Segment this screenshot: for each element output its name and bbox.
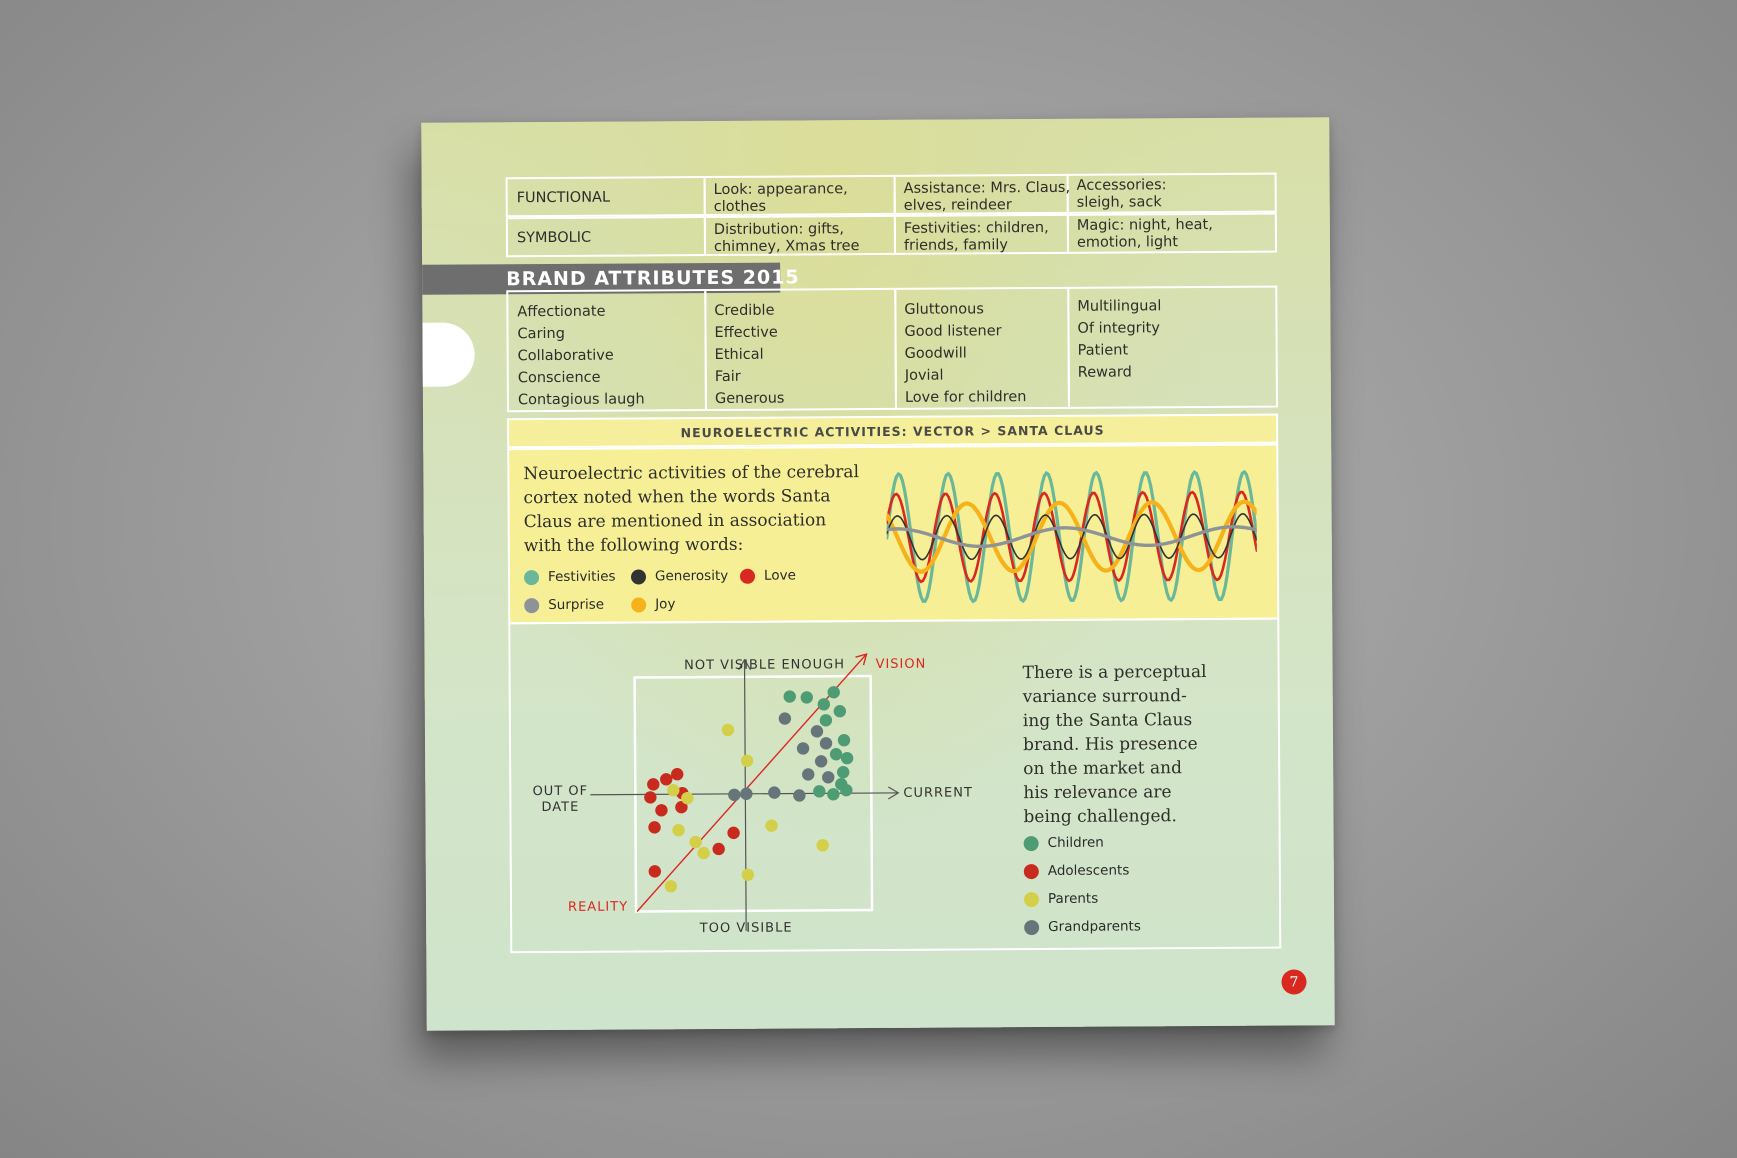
generosity-swatch bbox=[631, 569, 646, 584]
legend-item-children: Children bbox=[1024, 835, 1104, 851]
children-dot bbox=[801, 691, 813, 703]
grandparent-dot bbox=[802, 768, 814, 780]
label-too-visible: TOO VISIBLE bbox=[699, 920, 793, 937]
attributes-column-2: Credible Effective Ethical Fair Generous bbox=[714, 302, 785, 407]
adolescent-dot bbox=[648, 821, 660, 833]
children-dot bbox=[827, 788, 839, 800]
grandparent-dot bbox=[740, 788, 752, 800]
children-dot bbox=[818, 698, 830, 710]
parent-dot bbox=[689, 836, 701, 848]
legend-item-parents: Parents bbox=[1024, 891, 1098, 907]
children-dot bbox=[820, 714, 832, 726]
parents-swatch bbox=[1024, 892, 1039, 907]
grandparent-dot bbox=[822, 771, 834, 783]
children-dot bbox=[784, 690, 796, 702]
label-not-visible-enough: NOT VISIBLE ENOUGH bbox=[684, 657, 846, 674]
love-swatch bbox=[740, 568, 755, 583]
label-reality: REALITY bbox=[567, 899, 629, 915]
children-swatch bbox=[1024, 836, 1039, 851]
surprise-swatch bbox=[524, 598, 539, 613]
neuro-header-band bbox=[507, 414, 1278, 449]
functional-accessories: Accessories: sleigh, sack bbox=[1076, 177, 1167, 211]
joy-swatch bbox=[631, 597, 646, 612]
page-number-badge bbox=[1281, 969, 1306, 994]
symbolic-magic: Magic: night, heat, emotion, light bbox=[1076, 216, 1213, 251]
perception-scatter bbox=[544, 630, 946, 942]
adolescents-swatch bbox=[1024, 864, 1039, 879]
row-label-symbolic: SYMBOLIC bbox=[516, 229, 592, 247]
parent-dot bbox=[722, 724, 734, 736]
parent-dot bbox=[665, 880, 677, 892]
grandparents-swatch bbox=[1024, 920, 1039, 935]
row-label-functional: FUNCTIONAL bbox=[516, 189, 611, 207]
adolescent-dot bbox=[712, 843, 724, 855]
functional-look: Look: appearance, clothes bbox=[713, 181, 848, 215]
page-tab-shape bbox=[422, 322, 474, 386]
grandparent-dot bbox=[811, 725, 823, 737]
neuro-description: Neuroelectric activities of the cerebral cortex noted when the words Santa Claus are mentioned in association with the following words: bbox=[523, 462, 860, 557]
parent-dot bbox=[672, 824, 684, 836]
grandparent-dot bbox=[815, 755, 827, 767]
legend-item-grandparents: Grandparents bbox=[1024, 918, 1141, 935]
parent-dot bbox=[816, 839, 828, 851]
parent-dot bbox=[681, 792, 693, 804]
parent-dot bbox=[697, 847, 709, 859]
neuro-wave-chart bbox=[886, 463, 1257, 611]
legend-item-love: Love bbox=[740, 568, 796, 584]
grandparent-dot bbox=[779, 712, 791, 724]
label-vision: VISION bbox=[875, 656, 927, 673]
parent-dot bbox=[765, 819, 777, 831]
brand-attributes-title: BRAND ATTRIBUTES 2015 bbox=[506, 266, 800, 291]
children-dot bbox=[840, 784, 852, 796]
legend-item-festivities: Festivities bbox=[524, 569, 616, 586]
parent-dot bbox=[742, 869, 754, 881]
label-current: CURRENT bbox=[903, 785, 973, 801]
perception-description: There is a perceptual variance surround- ing the Santa Claus brand. His presence on the market and his relevance are being challenged. bbox=[1022, 661, 1207, 828]
legend-item-joy: Joy bbox=[631, 596, 675, 612]
grandparent-dot bbox=[793, 789, 805, 801]
children-dot bbox=[837, 766, 849, 778]
page-number: 7 bbox=[1289, 973, 1299, 990]
legend-item-surprise: Surprise bbox=[524, 597, 604, 613]
joy-wave bbox=[887, 502, 1257, 572]
children-dot bbox=[827, 686, 839, 698]
legend-item-adolescents: Adolescents bbox=[1024, 862, 1130, 879]
adolescent-dot bbox=[644, 791, 656, 803]
children-dot bbox=[841, 752, 853, 764]
adolescent-dot bbox=[671, 768, 683, 780]
attributes-column-3: Gluttonous Good listener Goodwill Jovial Love for children bbox=[904, 301, 1027, 406]
legend-item-generosity: Generosity bbox=[631, 568, 728, 585]
functional-assistance: Assistance: Mrs. Claus, elves, reindeer bbox=[903, 179, 1071, 214]
children-dot bbox=[838, 734, 850, 746]
adolescent-dot bbox=[660, 773, 672, 785]
attributes-column-4: Multilingual Of integrity Patient Reward bbox=[1077, 298, 1162, 381]
children-dot bbox=[834, 705, 846, 717]
adolescent-dot bbox=[727, 827, 739, 839]
grandparent-dot bbox=[820, 737, 832, 749]
label-out-of-date: OUT OF DATE bbox=[532, 783, 589, 816]
adolescent-dot bbox=[647, 778, 659, 790]
parent-dot bbox=[667, 784, 679, 796]
symbolic-distribution: Distribution: gifts, chimney, Xmas tree bbox=[713, 221, 860, 255]
attributes-column-1: Affectionate Caring Collaborative Conscience Contagious laugh bbox=[517, 303, 645, 409]
festivities-swatch bbox=[524, 570, 539, 585]
grandparent-dot bbox=[728, 789, 740, 801]
adolescent-dot bbox=[655, 804, 667, 816]
neuro-header-text: NEUROELECTRIC ACTIVITIES: VECTOR > SANTA CLAUS bbox=[680, 422, 1105, 440]
adolescent-dot bbox=[649, 865, 661, 877]
grandparent-dot bbox=[797, 742, 809, 754]
brochure-page bbox=[421, 117, 1335, 1031]
symbolic-festivities: Festivities: children, friends, family bbox=[903, 219, 1049, 254]
parent-dot bbox=[741, 755, 753, 767]
children-dot bbox=[813, 785, 825, 797]
grandparent-dot bbox=[768, 786, 780, 798]
children-dot bbox=[830, 748, 842, 760]
